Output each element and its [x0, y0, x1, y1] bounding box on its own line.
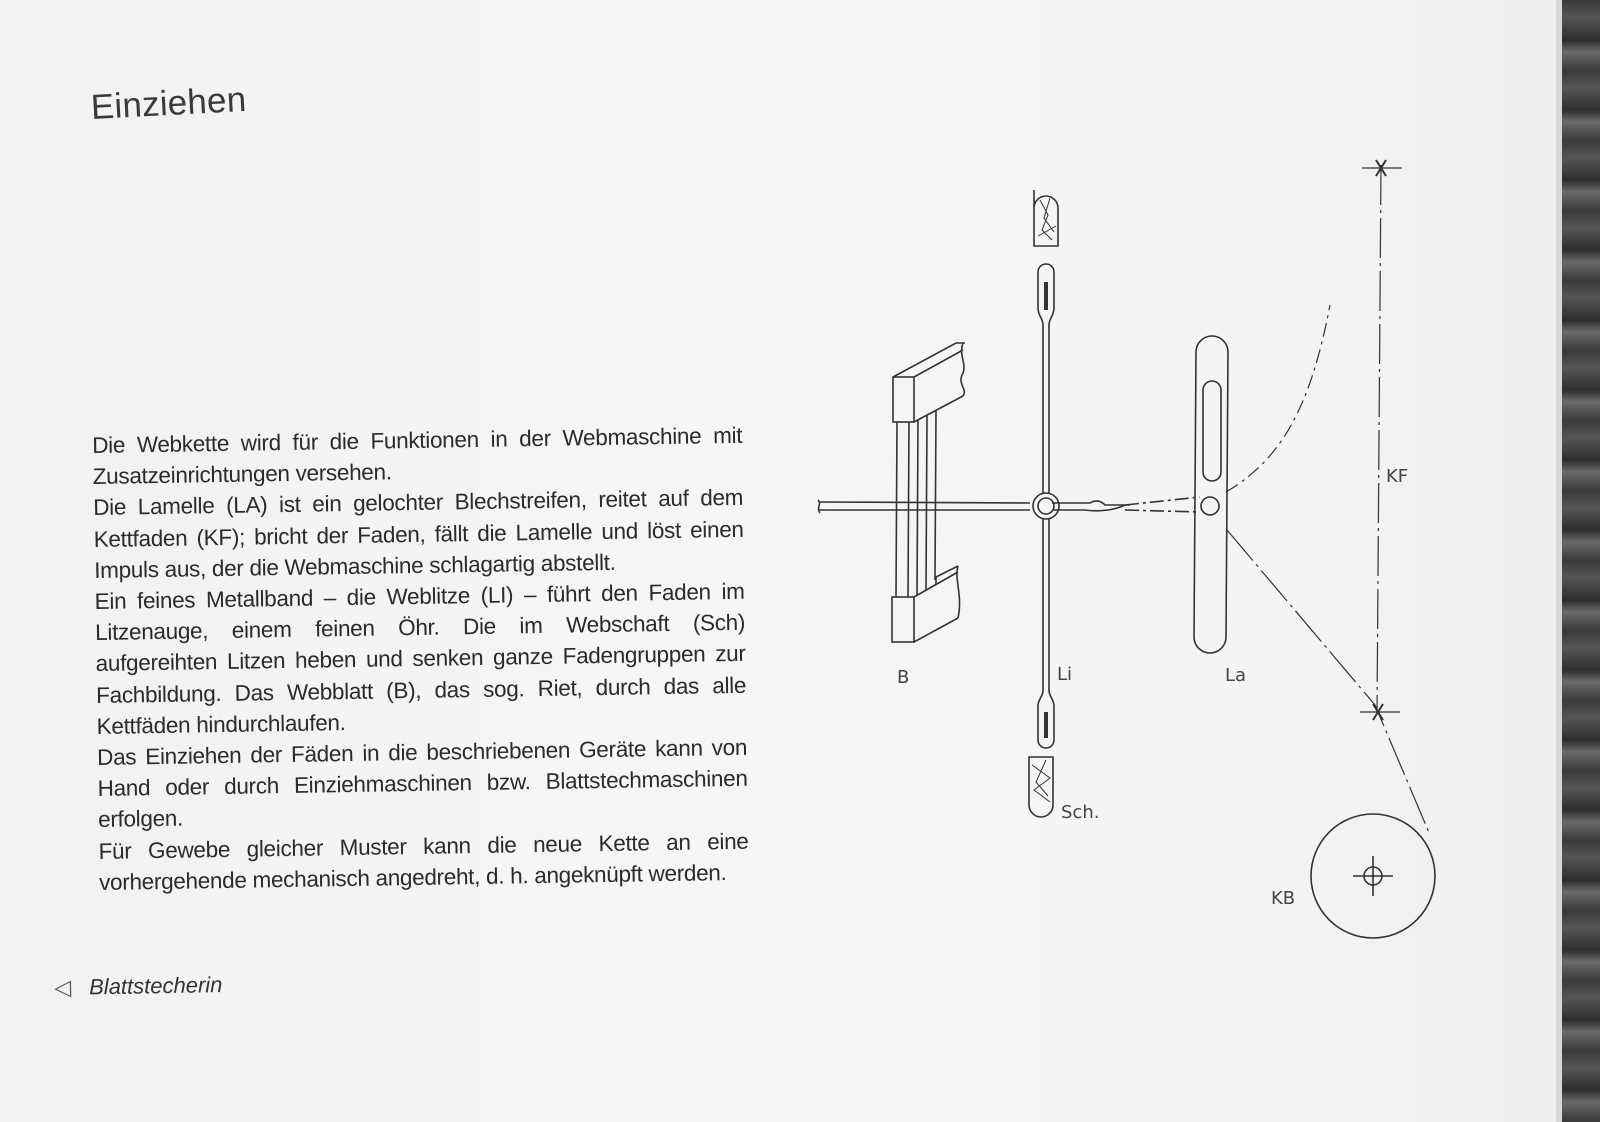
- label-drop-wire: La: [1225, 665, 1247, 686]
- kf-dimension-line: [1360, 160, 1402, 720]
- page-title: Einziehen: [89, 79, 248, 128]
- triangle-left-icon: ◁: [54, 974, 72, 1000]
- caption-label: Blattstecherin: [88, 972, 223, 1000]
- paragraph-5: Für Gewebe gleicher Muster kann die neue Kette an eine vorhergehende mechanisch angedreht, d. h. angeknüpft werden.: [98, 828, 749, 895]
- paragraph-4: Das Einziehen der Fäden in die beschriebenen Geräte kann von Hand oder durch Einziehmaschinen bzw. Blattstechmaschinen erfolgen.: [96, 734, 748, 833]
- drop-wire-figure: [1194, 336, 1228, 653]
- label-warp-thread: KF: [1386, 466, 1409, 487]
- paragraph-2: Die Lamelle (LA) ist ein gelochter Blechstreifen, reitet auf dem Kettfaden (KF); bricht der Faden, fällt die Lamelle und löst einen Impuls aus, der die Webmaschine schlagartig abstellt.: [93, 485, 744, 583]
- label-heddle: Li: [1057, 664, 1073, 685]
- label-warp-beam: KB: [1271, 888, 1296, 909]
- reed-figure: [892, 343, 965, 642]
- label-shaft: Sch.: [1061, 802, 1100, 823]
- warp-thread: [818, 497, 1200, 513]
- drop-wire-arc: [1226, 305, 1330, 492]
- thread-to-beam: [1227, 530, 1430, 835]
- warp-beam-figure: [1311, 814, 1435, 938]
- paragraph-1: Die Webkette wird für die Funktionen in der Webmaschine mit Zusatzeinrichtungen versehen.: [92, 422, 743, 490]
- label-reed: B: [897, 667, 910, 688]
- paragraph-3: Ein feines Metallband – die Weblitze (LI) – führt den Faden im Litzenauge, einem feinen Öhr. Die im Webschaft (Sch) aufgereihten Litzen heben und senken ganze Fadengruppen zur Fachbildung. Das Webblatt (B), das sog. Riet, durch das alle Kettfäden hindurchlaufen.: [94, 578, 747, 739]
